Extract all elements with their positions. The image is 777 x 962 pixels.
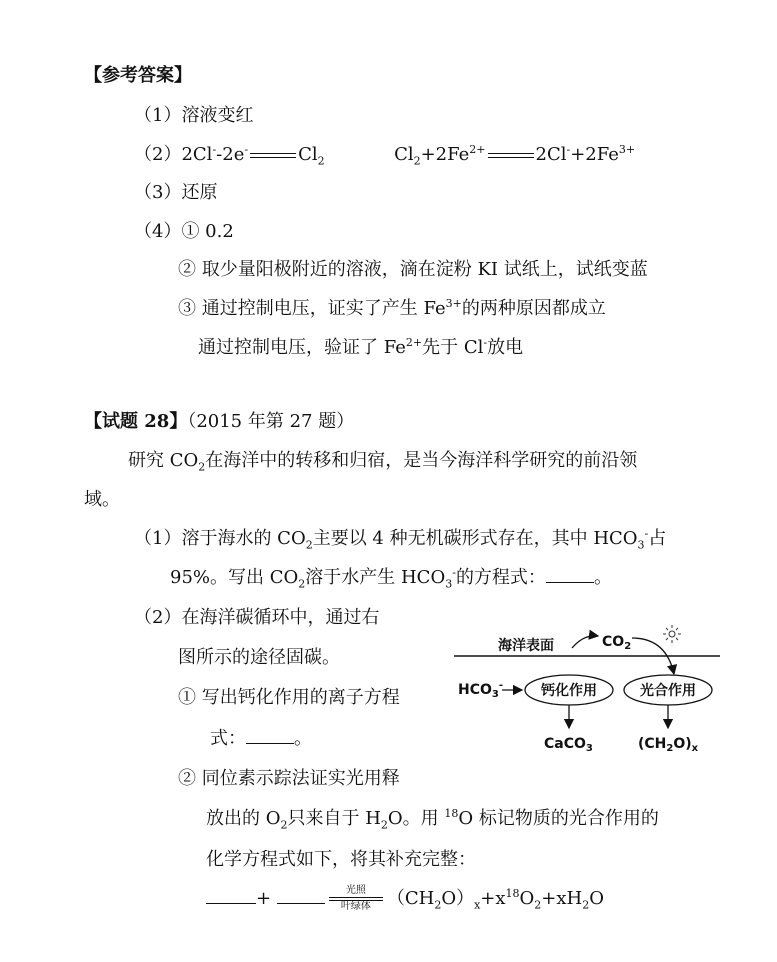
part1-line2 (170, 566, 612, 590)
text-part: 只来自于 H (287, 808, 381, 829)
text-part: 2+ (405, 336, 423, 349)
text-part: - (483, 336, 488, 349)
eq1-part: Cl (298, 144, 318, 165)
text-part: +x (480, 888, 506, 909)
question-intro-line2: 域。 (84, 489, 120, 510)
eq2-part: 3+ (618, 143, 636, 156)
part2-i-line1: ① 写出钙化作用的离子方程 (178, 687, 400, 708)
text-part: 。 (294, 728, 312, 749)
text-part: 2 (280, 818, 288, 832)
eq1-part: 2Cl (181, 144, 213, 165)
caco3-label: CaCO$_3$ (544, 736, 593, 754)
eq2-part: +2Fe (420, 144, 470, 165)
answer-header: 【参考答案】 (84, 65, 192, 86)
double-equals (488, 153, 534, 158)
text-part: 2 (198, 460, 206, 474)
text-part: 18 (505, 887, 520, 900)
text-part: 2 (305, 538, 313, 552)
text-part: 放电 (487, 337, 524, 358)
text-part: 2 (534, 898, 542, 912)
answer-q4-line4 (198, 336, 523, 360)
surface-label: 海洋表面 (498, 638, 554, 654)
text-part: - (452, 566, 456, 579)
eq2-part: +2Fe (570, 144, 619, 165)
text-part: O 标记物质的光合作用的 (458, 808, 659, 829)
part2-ii-line3: 化学方程式如下，将其补充完整： (206, 849, 476, 870)
part2-line1: （2）在海洋碳循环中，通过右 (134, 607, 380, 628)
text-part: 2 (582, 898, 590, 912)
answer-blank[interactable] (277, 889, 325, 904)
text-part: （1）溶于海水的 CO (134, 528, 306, 549)
answer-q4-line2: ② 取少量阳极附近的溶液，滴在淀粉 KI 试纸上，试纸变蓝 (178, 259, 648, 280)
text-part: x (474, 898, 481, 912)
text-part: 95%。写出 CO (170, 567, 299, 588)
ch2o-label: $(CH_2O)_x$ (638, 736, 699, 754)
text-part: 先于 Cl (422, 337, 484, 358)
eq1-part: -2e (216, 144, 245, 165)
answer-blank[interactable] (246, 729, 294, 744)
reaction-condition (329, 885, 383, 913)
answer-q3: （3）还原 (134, 182, 218, 203)
text-part: 式： (210, 728, 246, 749)
answer-blank[interactable] (206, 889, 256, 904)
text-part: 主要以 4 种无机碳形式存在，其中 HCO (312, 528, 638, 549)
text-part: - (644, 527, 649, 540)
calcification-label: 钙化作用 (541, 683, 597, 699)
eq1-part: - (212, 143, 217, 156)
eq2-part: 2 (413, 154, 421, 168)
text-part: 2 (298, 577, 306, 591)
text-part: 溶于水产生 HCO (305, 567, 446, 588)
text-part: ③ 通过控制电压，证实了产生 Fe (178, 298, 446, 319)
eq-plus: + (256, 888, 272, 909)
eq2-part: 2+ (469, 143, 486, 156)
text-part: 放出的 O (206, 808, 281, 829)
text-part: O。用 (387, 808, 445, 829)
text-part: 。 (593, 567, 612, 588)
question-header-bold: 【试题 28】 (84, 411, 188, 432)
eq1-part: - (244, 143, 249, 156)
part2-i-line2 (210, 727, 312, 751)
question-header (84, 410, 354, 434)
part2-ii-line1: ② 同位素示踪法证实光用释 (178, 768, 400, 789)
text-part: 在海洋中的转移和归宿，是当今海洋科学研究的前沿领 (205, 450, 638, 471)
question-intro (128, 449, 637, 473)
eq2-part: 2Cl (535, 144, 567, 165)
eq2-part: Cl (394, 144, 414, 165)
photosynthesis-label: 光合作用 (640, 683, 696, 699)
text-part: O） (441, 888, 475, 909)
condition-bottom: 叶绿体 (340, 901, 371, 912)
text-part: （CH (386, 888, 435, 909)
part2-line2: 图所示的途径固碳。 (178, 647, 340, 668)
text-part: O (589, 888, 604, 909)
answer-blank[interactable] (546, 568, 594, 583)
co2-label: $CO_2$ (602, 634, 632, 652)
text-part: O (519, 888, 535, 909)
hco3-label: $HCO_3^-$ (458, 680, 504, 700)
text-part: 的两种原因都成立 (461, 298, 606, 319)
carbon-cycle-diagram (452, 624, 727, 754)
text-part: 通过控制电压，验证了 Fe (198, 337, 406, 358)
answer-q4-line1: （4）① 0.2 (134, 221, 234, 242)
double-equals (250, 153, 296, 158)
text-part: 研究 CO (128, 450, 199, 471)
text-part: 2 (434, 898, 442, 912)
eq1-part: 2 (317, 154, 325, 168)
text-part: +xH (541, 888, 583, 909)
text-part: 2 (380, 818, 388, 832)
text-part: 3+ (445, 297, 462, 310)
part1-line1 (134, 527, 666, 551)
text-part: 3 (445, 577, 453, 591)
eq2-part: - (566, 143, 571, 156)
text-part: 占 (648, 528, 667, 549)
answer-q4-line3 (178, 297, 606, 321)
arrow-to-co2 (572, 636, 598, 648)
text-part: 的方程式： (455, 567, 546, 588)
text-part: 18 (444, 807, 459, 820)
answer-q2-prefix: （2） (134, 144, 182, 165)
answer-q1: （1）溶液变红 (134, 105, 254, 126)
part2-ii-line2 (206, 807, 659, 831)
text-part: 3 (637, 538, 645, 552)
answer-q2 (134, 143, 635, 167)
question-header-rest: （2015 年第 27 题） (187, 411, 355, 432)
sun-icon (663, 625, 681, 643)
condition-top: 光照 (345, 885, 366, 896)
photosynthesis-equation (206, 884, 604, 914)
